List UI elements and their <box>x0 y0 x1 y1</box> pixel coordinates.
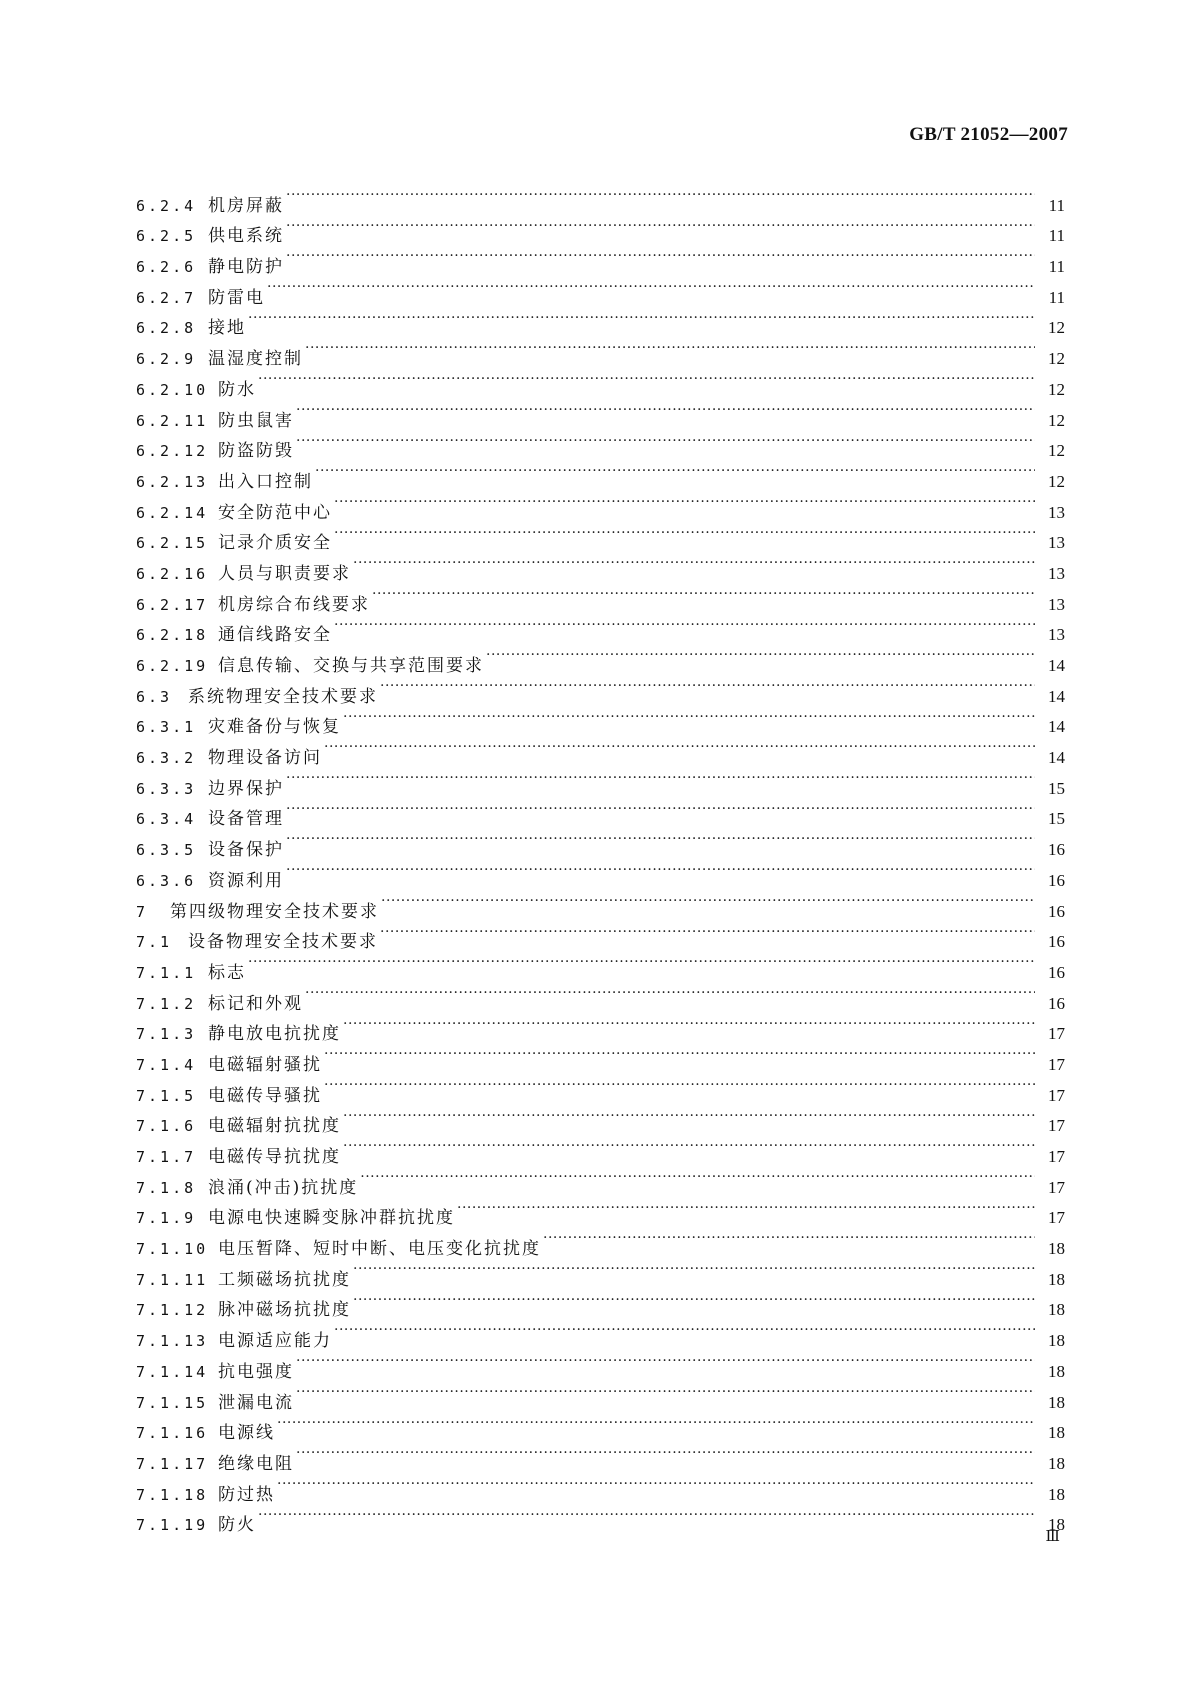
toc-entry-title: 浪涌(冲击)抗扰度 <box>208 1177 359 1198</box>
toc-entry-title: 静电放电抗扰度 <box>208 1024 341 1045</box>
toc-dot-leader <box>324 1070 1035 1101</box>
toc-dot-leader <box>248 303 1035 334</box>
toc-dot-leader <box>343 1131 1035 1162</box>
toc-entry-page: 12 <box>1048 471 1065 491</box>
toc-entry-page: 17 <box>1048 1085 1065 1105</box>
toc-entry-title: 灾难备份与恢复 <box>208 717 341 738</box>
toc-entry-title: 标志 <box>208 962 246 983</box>
toc-entry-number: 7.1.18 <box>136 1485 209 1504</box>
toc-dot-leader <box>296 1377 1035 1408</box>
toc-entry-number: 6.2.7 <box>136 288 197 307</box>
toc-entry-number: 7.1.2 <box>136 994 197 1013</box>
toc-dot-leader <box>277 1469 1035 1500</box>
toc-entry-number: 7.1.17 <box>136 1454 209 1473</box>
toc-dot-leader <box>286 794 1035 825</box>
toc-dot-leader <box>372 579 1035 610</box>
toc-entry-title: 抗电强度 <box>218 1361 294 1382</box>
toc-dot-leader <box>381 886 1035 917</box>
toc-entry-title: 防虫鼠害 <box>218 410 294 431</box>
toc-entry-page: 18 <box>1048 1423 1065 1443</box>
toc-entry-page: 13 <box>1048 502 1065 522</box>
toc-entry-number: 6.2.11 <box>136 411 209 430</box>
toc-entry-title: 泄漏电流 <box>218 1392 294 1413</box>
toc-entry-page: 18 <box>1048 1269 1065 1289</box>
toc-entry-title: 出入口控制 <box>218 471 313 492</box>
toc-entry-page: 15 <box>1048 809 1065 829</box>
toc-dot-leader <box>248 947 1035 978</box>
toc-entry-title: 防盗防毁 <box>218 441 294 462</box>
toc-entry-number: 7.1.1 <box>136 963 197 982</box>
toc-entry-number: 6.2.4 <box>136 196 197 215</box>
toc-entry-title: 人员与职责要求 <box>218 563 351 584</box>
toc-entry-page: 11 <box>1048 195 1065 215</box>
toc-dot-leader <box>380 671 1035 702</box>
toc-entry-page: 17 <box>1048 1116 1065 1136</box>
toc-entry-page: 18 <box>1048 1300 1065 1320</box>
toc-entry-page: 11 <box>1048 226 1065 246</box>
toc-dot-leader <box>258 1500 1035 1531</box>
toc-dot-leader <box>305 978 1035 1009</box>
toc-entry-page: 13 <box>1048 563 1065 583</box>
toc-dot-leader <box>324 1039 1035 1070</box>
toc-entry-title: 接地 <box>208 318 246 339</box>
toc-entry-title: 防火 <box>218 1515 256 1536</box>
toc-entry-page: 12 <box>1048 410 1065 430</box>
toc-dot-leader <box>334 518 1035 549</box>
toc-entry-page: 16 <box>1048 993 1065 1013</box>
toc-entry-page: 15 <box>1048 778 1065 798</box>
toc-entry-number: 6.3.6 <box>136 871 197 890</box>
toc-entry-title: 电磁传导骚扰 <box>208 1085 322 1106</box>
toc-entry-page: 12 <box>1048 441 1065 461</box>
toc-dot-leader <box>296 1438 1035 1469</box>
toc-entry-title: 脉冲磁场抗扰度 <box>218 1300 351 1321</box>
toc-entry-page: 12 <box>1048 379 1065 399</box>
toc-entry[interactable] <box>136 303 1065 339</box>
toc-dot-leader <box>353 1285 1035 1316</box>
toc-entry[interactable] <box>136 1500 1065 1536</box>
toc-entry-number: 7.1.4 <box>136 1055 197 1074</box>
toc-entry-title: 供电系统 <box>208 226 284 247</box>
toc-entry-title: 机房屏蔽 <box>208 195 284 216</box>
toc-entry-title: 电磁传导抗扰度 <box>208 1147 341 1167</box>
document-code: GB/T 21052—2007 <box>909 124 1068 145</box>
toc-entry-number: 6.2.9 <box>136 350 197 369</box>
toc-entry-title: 系统物理安全技术要求 <box>188 686 378 707</box>
toc-dot-leader <box>360 1162 1035 1193</box>
toc-entry-number: 7.1.16 <box>136 1424 209 1443</box>
toc-dot-leader <box>380 917 1035 948</box>
toc-entry-title: 机房综合布线要求 <box>218 594 370 615</box>
toc-entry-title: 设备管理 <box>208 809 284 830</box>
toc-dot-leader <box>334 610 1035 641</box>
toc-dot-leader <box>258 364 1035 395</box>
toc-entry-page: 18 <box>1048 1331 1065 1351</box>
toc-entry-number: 6.2.8 <box>136 319 197 338</box>
toc-entry[interactable] <box>136 947 1065 983</box>
toc-entry-page: 18 <box>1048 1239 1065 1259</box>
table-of-contents <box>136 180 1065 1536</box>
toc-entry-page: 17 <box>1048 1147 1065 1166</box>
toc-entry-page: 16 <box>1048 870 1065 890</box>
toc-entry-page: 18 <box>1048 1453 1065 1473</box>
toc-entry-title: 工频磁场抗扰度 <box>218 1269 351 1290</box>
toc-entry-number: 7.1.8 <box>136 1178 197 1197</box>
toc-dot-leader <box>286 180 1035 211</box>
toc-dot-leader <box>343 702 1035 733</box>
toc-dot-leader <box>353 1254 1035 1285</box>
toc-dot-leader <box>286 763 1035 794</box>
toc-entry-number: 6.2.5 <box>136 227 197 246</box>
toc-entry-title: 防水 <box>218 379 256 400</box>
toc-entry-page: 18 <box>1048 1484 1065 1504</box>
toc-entry-page: 17 <box>1048 1054 1065 1074</box>
toc-dot-leader <box>286 855 1035 886</box>
toc-dot-leader <box>353 548 1035 579</box>
toc-dot-leader <box>277 1408 1035 1439</box>
toc-entry-title: 电源电快速瞬变脉冲群抗扰度 <box>208 1208 455 1229</box>
toc-dot-leader <box>286 241 1035 272</box>
toc-dot-leader <box>315 456 1035 487</box>
toc-entry-number: 6.3.5 <box>136 841 197 860</box>
toc-entry-page: 16 <box>1048 962 1065 982</box>
toc-entry-title: 物理设备访问 <box>208 748 322 769</box>
toc-entry-number: 7.1.15 <box>136 1393 209 1412</box>
toc-entry-number: 6.2.6 <box>136 258 197 277</box>
toc-entry-page: 13 <box>1048 533 1065 553</box>
toc-entry-page: 18 <box>1048 1392 1065 1412</box>
toc-dot-leader <box>343 1101 1035 1132</box>
toc-dot-leader <box>334 487 1035 518</box>
toc-entry-page: 11 <box>1048 287 1065 307</box>
toc-entry-title: 防过热 <box>218 1484 275 1505</box>
toc-dot-leader <box>334 1315 1035 1346</box>
toc-entry-number: 7.1.3 <box>136 1025 197 1044</box>
toc-entry-number: 6.2.12 <box>136 442 209 461</box>
toc-entry-page: 14 <box>1048 686 1065 706</box>
toc-entry-page: 12 <box>1048 349 1065 369</box>
toc-entry-title: 信息传输、交换与共享范围要求 <box>218 656 484 676</box>
toc-dot-leader <box>457 1193 1035 1224</box>
toc-entry-number: 6.3.1 <box>136 718 197 737</box>
toc-entry-number: 6.3.4 <box>136 810 197 829</box>
toc-entry-title: 边界保护 <box>208 778 284 799</box>
toc-entry-title: 电磁辐射抗扰度 <box>208 1116 341 1137</box>
toc-entry-number: 6.2.17 <box>136 595 209 614</box>
toc-entry[interactable] <box>136 364 1065 400</box>
toc-entry-page: 17 <box>1048 1177 1065 1197</box>
toc-dot-leader <box>486 640 1035 671</box>
toc-entry-title: 设备物理安全技术要求 <box>188 932 378 953</box>
toc-entry-page: 12 <box>1048 318 1065 338</box>
toc-entry-title: 标记和外观 <box>208 993 303 1014</box>
toc-entry-title: 防雷电 <box>208 287 265 308</box>
page-number: Ⅲ <box>1045 1529 1060 1545</box>
toc-entry-page: 14 <box>1048 717 1065 737</box>
toc-entry-title: 设备保护 <box>208 840 284 861</box>
toc-entry-number: 7.1 <box>136 933 173 952</box>
toc-entry-page: 16 <box>1048 901 1065 921</box>
toc-entry-number: 6.2.13 <box>136 472 209 491</box>
toc-entry-page: 13 <box>1048 594 1065 614</box>
toc-entry-number: 7.1.19 <box>136 1516 209 1535</box>
toc-entry-title: 资源利用 <box>208 870 284 891</box>
toc-entry[interactable] <box>136 272 1065 308</box>
toc-dot-leader <box>296 395 1035 426</box>
toc-entry-title: 记录介质安全 <box>218 533 332 554</box>
toc-entry-number: 6.3.2 <box>136 749 197 768</box>
toc-entry-number: 6.2.15 <box>136 534 209 553</box>
toc-entry[interactable] <box>136 180 1065 216</box>
toc-dot-leader <box>343 1009 1035 1040</box>
toc-dot-leader <box>305 333 1035 364</box>
toc-entry-title: 电磁辐射骚扰 <box>208 1054 322 1075</box>
toc-entry-page: 13 <box>1048 625 1065 645</box>
toc-entry-page: 16 <box>1048 932 1065 952</box>
toc-dot-leader <box>267 272 1035 303</box>
toc-entry-number: 7.1.7 <box>136 1148 197 1166</box>
toc-entry-number: 7.1.6 <box>136 1117 197 1136</box>
toc-dot-leader <box>543 1223 1035 1254</box>
toc-entry-page: 17 <box>1048 1024 1065 1044</box>
toc-dot-leader <box>286 824 1035 855</box>
toc-entry-number: 7.1.14 <box>136 1362 209 1381</box>
toc-dot-leader <box>296 1346 1035 1377</box>
toc-entry[interactable] <box>136 395 1065 431</box>
toc-entry-number: 7.1.12 <box>136 1301 209 1320</box>
toc-entry-number: 7.1.10 <box>136 1240 209 1259</box>
toc-entry-page: 14 <box>1048 748 1065 768</box>
toc-entry-page: 16 <box>1048 840 1065 860</box>
toc-entry-page: 17 <box>1048 1208 1065 1228</box>
toc-entry[interactable] <box>136 333 1065 370</box>
toc-entry-title: 电源线 <box>218 1423 275 1444</box>
toc-entry-page: 11 <box>1048 257 1065 277</box>
toc-entry-number: 6.2.16 <box>136 564 209 583</box>
toc-dot-leader <box>296 426 1035 457</box>
toc-entry-title: 静电防护 <box>208 257 284 278</box>
toc-entry-number: 7.1.5 <box>136 1086 197 1105</box>
toc-entry-number: 6.3 <box>136 687 173 706</box>
toc-entry-title: 安全防范中心 <box>218 502 332 523</box>
toc-dot-leader <box>324 732 1035 763</box>
toc-dot-leader <box>286 211 1035 242</box>
toc-entry-number: 6.2.18 <box>136 626 209 645</box>
toc-entry-page: 14 <box>1048 656 1065 675</box>
toc-entry-number: 6.2.14 <box>136 503 209 522</box>
toc-entry-page: 18 <box>1048 1515 1065 1535</box>
toc-entry-page: 18 <box>1048 1361 1065 1381</box>
toc-entry-number: 7 <box>136 902 149 921</box>
toc-entry-title: 通信线路安全 <box>218 625 332 646</box>
toc-entry-title: 电源适应能力 <box>218 1331 332 1352</box>
toc-entry-number: 7.1.13 <box>136 1332 209 1351</box>
toc-entry-number: 6.2.10 <box>136 380 209 399</box>
toc-entry-number: 6.2.19 <box>136 657 209 675</box>
toc-entry-number: 7.1.9 <box>136 1209 197 1228</box>
toc-entry-title: 第四级物理安全技术要求 <box>170 901 379 922</box>
toc-entry-title: 电压暂降、短时中断、电压变化抗扰度 <box>218 1239 541 1260</box>
toc-entry-title: 温湿度控制 <box>208 349 303 370</box>
toc-entry-number: 7.1.11 <box>136 1270 209 1289</box>
toc-entry-title: 绝缘电阻 <box>218 1453 294 1474</box>
toc-entry-number: 6.3.3 <box>136 779 197 798</box>
toc-entry[interactable] <box>136 978 1065 1014</box>
